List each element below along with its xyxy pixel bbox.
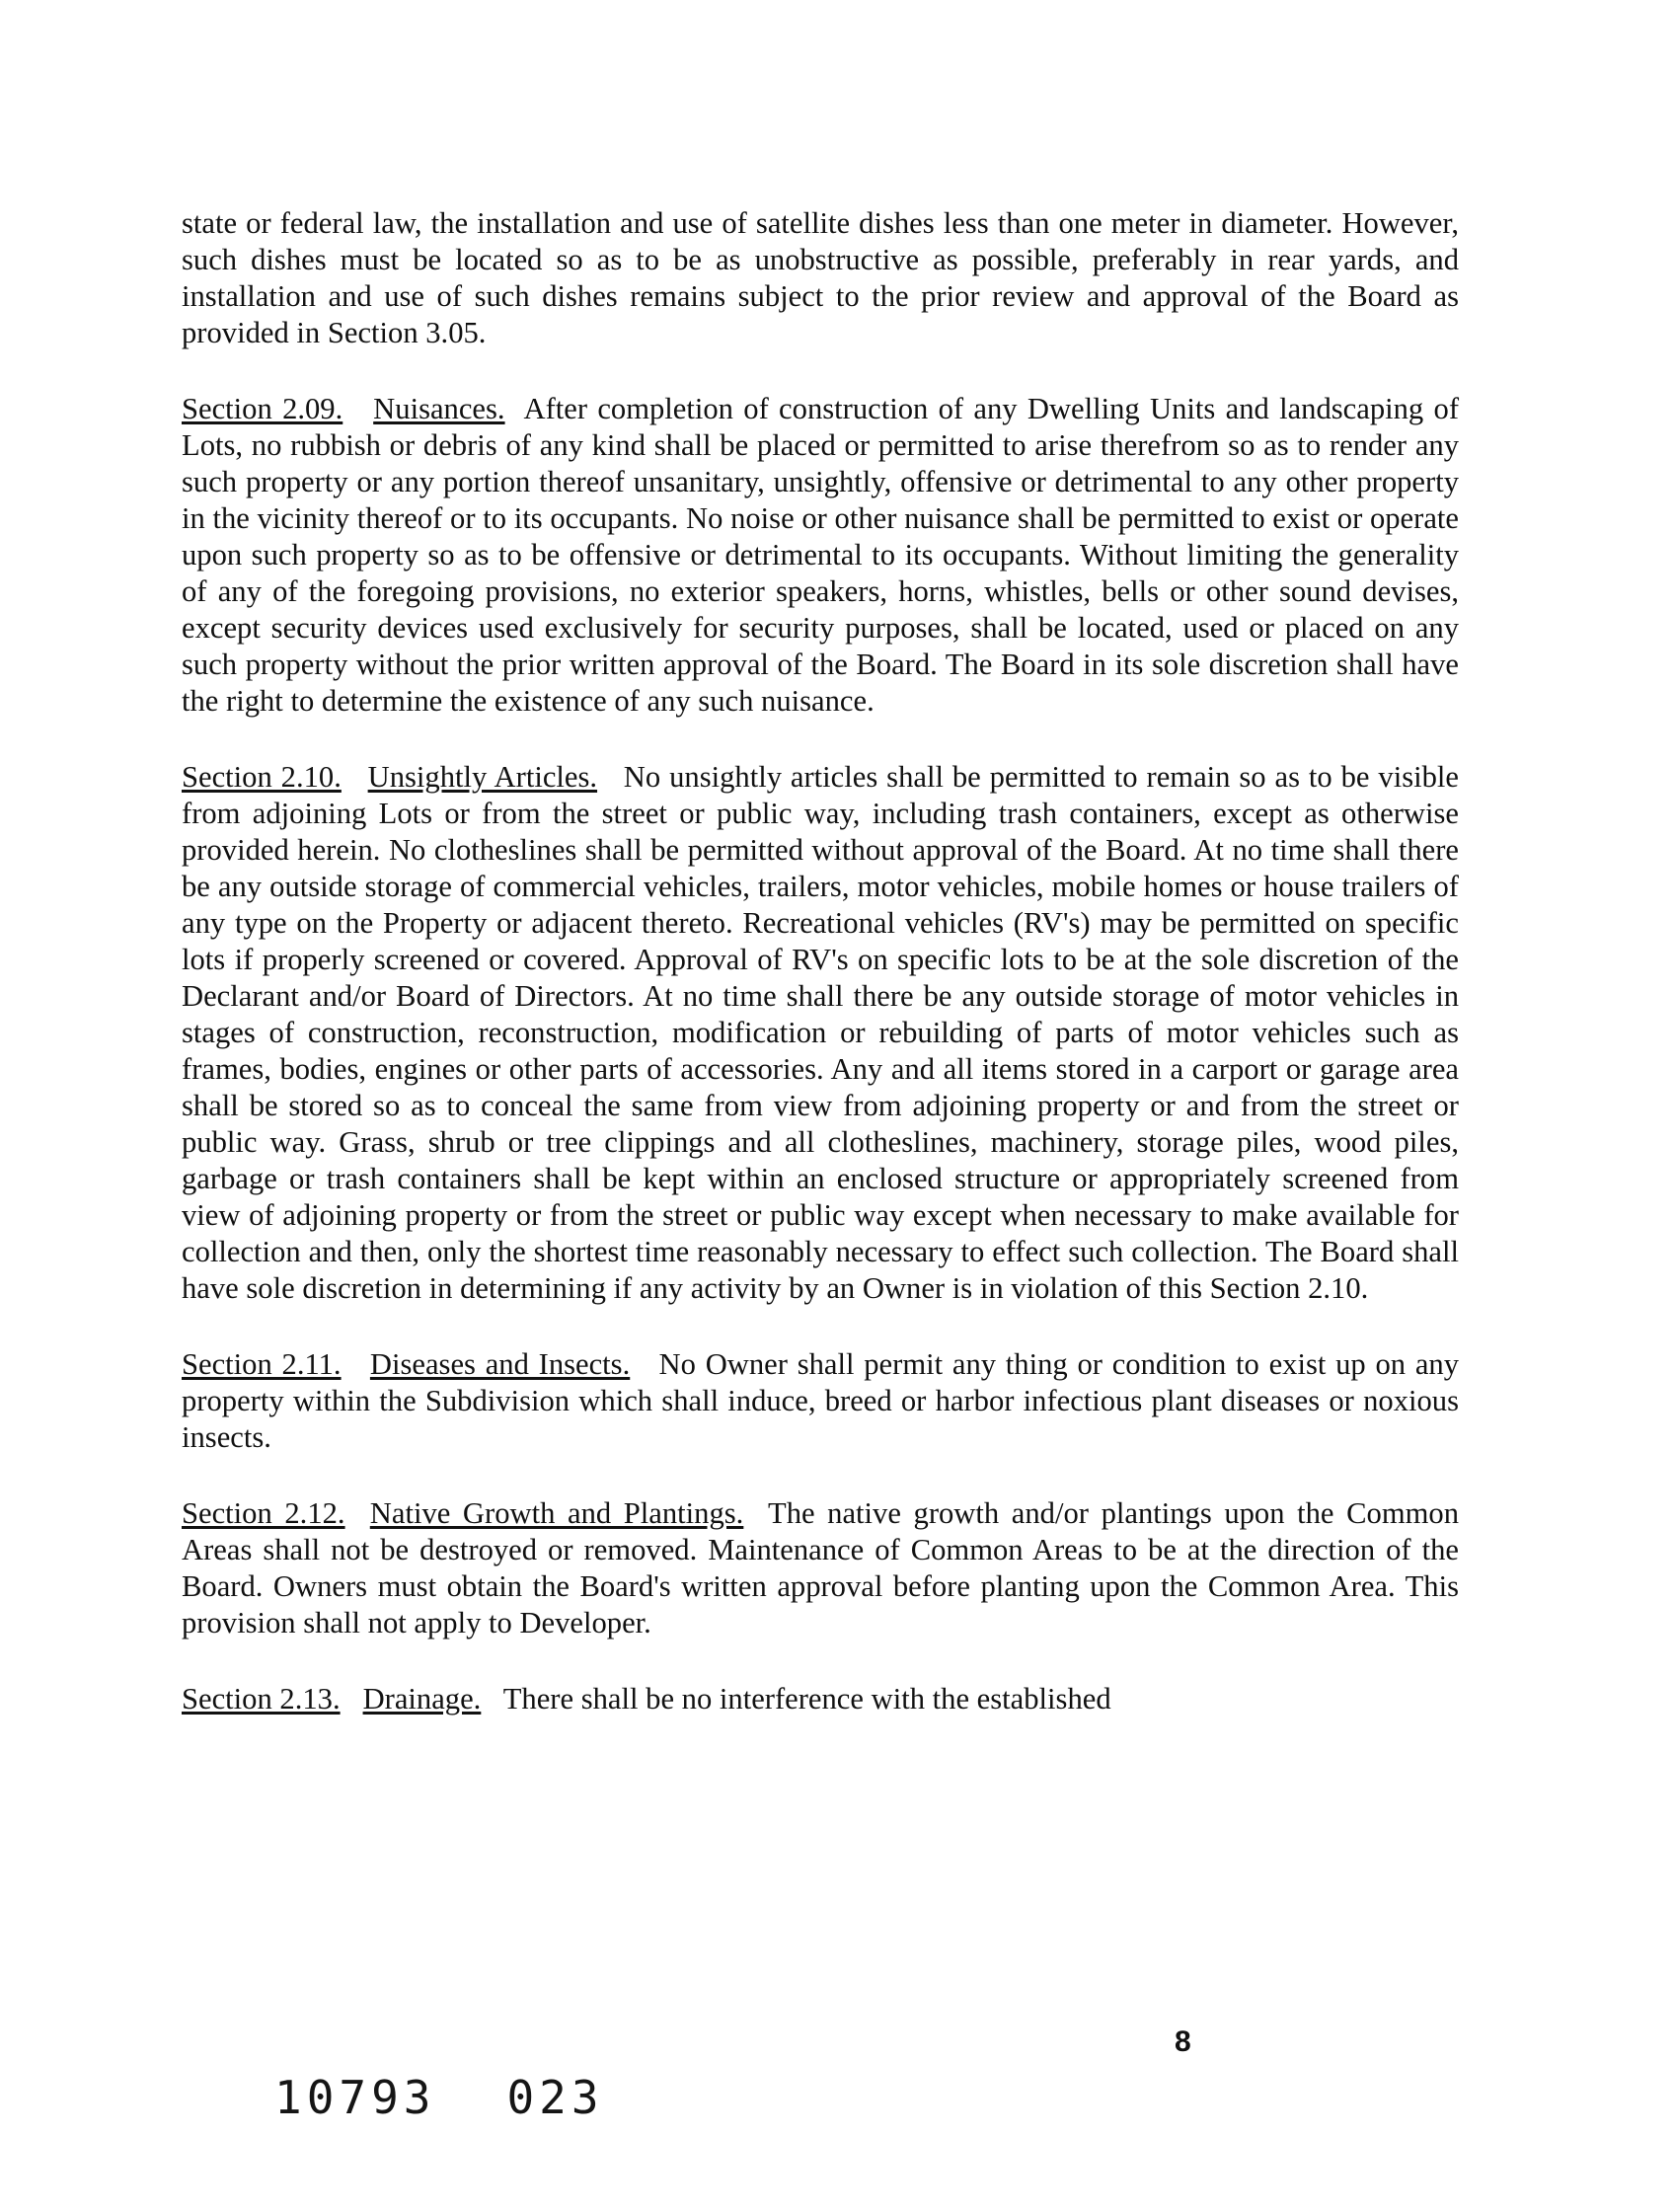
section-text: No Owner shall permit any thing or condition to exist up on any property within the Subdivision which shall induce, breed or harbor infectious plant diseases or noxious insects. — [182, 1347, 1460, 1454]
section-number: Section 2.12. — [182, 1496, 345, 1530]
document-body — [182, 205, 1459, 1717]
section-title: Nuisances. — [373, 392, 505, 425]
intro-paragraph: state or federal law, the installation and use of satellite dishes less than one meter in diameter. However, such dishes must be located so as to be as unobstructive as possible, preferably in rear yards, and installation and use of such dishes remains subject to the prior review and approval of the Board as provided in Section 3.05. — [182, 206, 1459, 349]
section-title: Native Growth and Plantings. — [369, 1496, 744, 1530]
section-2-13 — [182, 1681, 1459, 1717]
section-title: Drainage. — [362, 1682, 482, 1716]
recording-stamp — [274, 2071, 604, 2124]
section-number: Section 2.09. — [182, 392, 343, 425]
section-2-11 — [182, 1346, 1459, 1456]
section-number: Section 2.13. — [182, 1682, 341, 1716]
section-text: After completion of construction of any Dwelling Units and landscaping of Lots, no rubbish or debris of any kind shall be placed or permitted to arise therefrom so as to render any such property or any portion thereof unsanitary, unsightly, offensive or detrimental to any other property in the vicinity thereof or to its occupants. No noise or other nuisance shall be permitted to exist or operate upon such property so as to be offensive or detrimental to its occupants. Without limiting the generality of any of the foregoing provisions, no exterior speakers, horns, whistles, bells or other sound devises, except security devices used exclusively for security purposes, shall be located, used or placed on any such property without the prior written approval of the Board. The Board in its sole discretion shall have the right to determine the existence of any such nuisance. — [182, 392, 1460, 718]
section-2-09 — [182, 391, 1459, 720]
section-title: Unsightly Articles. — [367, 760, 598, 794]
section-2-12 — [182, 1495, 1459, 1641]
section-text: There shall be no interference with the established — [502, 1682, 1111, 1716]
recording-page-number: 023 — [506, 2071, 604, 2124]
section-title: Diseases and Insects. — [369, 1347, 631, 1381]
section-2-10 — [182, 759, 1459, 1307]
section-text: The native growth and/or plantings upon the Common Areas shall not be destroyed or removed. Maintenance of Common Areas to be at the direction of the Board. Owners must obtain the Board's written approval before planting upon the Common Area. This provision shall not apply to Developer. — [182, 1496, 1460, 1640]
section-number: Section 2.10. — [182, 760, 342, 794]
recording-book-number: 10793 — [274, 2071, 436, 2124]
page-number: 8 — [1175, 2025, 1191, 2058]
section-number: Section 2.11. — [182, 1347, 342, 1381]
section-text: No unsightly articles shall be permitted to remain so as to be visible from adjoining Lots or from the street or public way, including trash containers, except as otherwise provided herein. No clotheslines shall be permitted without approval of the Board. At no time shall there be any outside storage of commercial vehicles, trailers, motor vehicles, mobile homes or house trailers of any type on the Property or adjacent thereto. Recreational vehicles (RV's) may be permitted on specific lots if properly screened or covered. Approval of RV's on specific lots to be at the sole discretion of the Declarant and/or Board of Directors. At no time shall there be any outside storage of motor vehicles in stages of construction, reconstruction, modification or rebuilding of parts of motor vehicles such as frames, bodies, engines or other parts of accessories. Any and all items stored in a carport or garage area shall be stored so as to conceal the same from view from adjoining property or and from the street or public way. Grass, shrub or tree clippings and all clotheslines, machinery, storage piles, wood piles, garbage or trash containers shall be kept within an enclosed structure or appropriately screened from view of adjoining property or from the street or public way except when necessary to make available for collection and then, only the shortest time reasonably necessary to effect such collection. The Board shall have sole discretion in determining if any activity by an Owner is in violation of this Section 2.10. — [182, 760, 1459, 1305]
